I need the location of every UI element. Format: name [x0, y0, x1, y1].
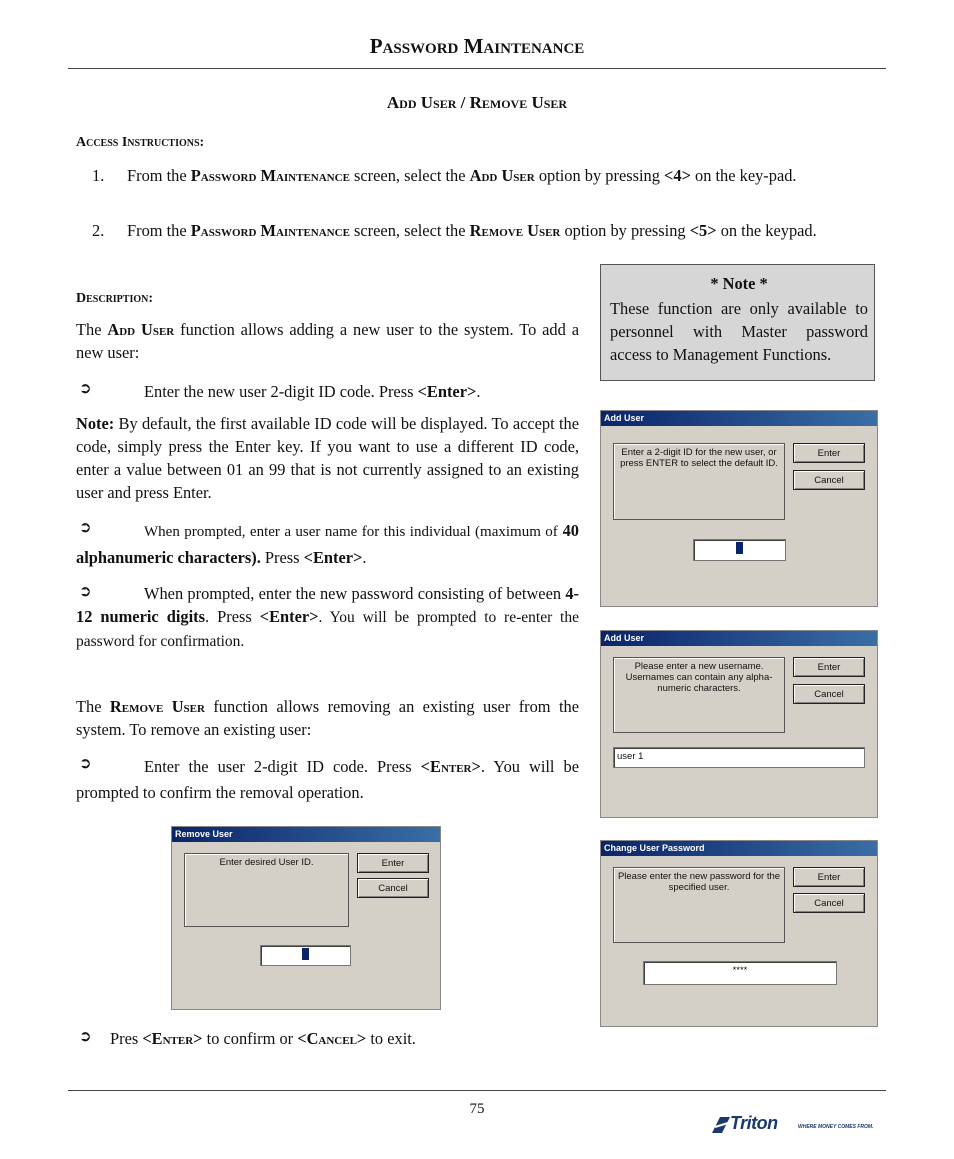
- step-1-number: 1.: [92, 166, 105, 185]
- bullet-1-text: Enter the new user 2-digit ID code. Press: [144, 382, 414, 401]
- bullet-3-text: When prompted, enter the new password consisting of between: [144, 584, 562, 603]
- bullet-2-end: .: [362, 548, 367, 567]
- step-2-text-mid: screen, select the: [354, 221, 466, 240]
- bullet-5-mid: to confirm or: [206, 1029, 294, 1048]
- change-password-dialog-title: Change User Password: [601, 841, 877, 856]
- username-input[interactable]: user 1: [613, 747, 865, 768]
- bullet-2-mid: Press: [264, 548, 300, 567]
- page-header-title: Password Maintenance: [369, 34, 585, 58]
- bullet-4-end: . You will be prompted to confirm the removal operation.: [76, 757, 579, 802]
- remove-user-id-input[interactable]: [260, 945, 351, 966]
- default-id-note: [76, 412, 579, 504]
- step-1-text-end: on the key-pad.: [695, 166, 797, 185]
- logo-tagline: WHERE MONEY COMES FROM.: [798, 1124, 874, 1130]
- bullet-3-mid: . Press: [204, 607, 252, 626]
- bullet-5-key-cancel: <Cancel>: [297, 1029, 367, 1048]
- bullet-4-key: <Enter>: [420, 757, 481, 776]
- bullet-remove-id: [76, 754, 579, 806]
- section-title: Add User / Remove User: [386, 93, 568, 112]
- arrow-icon: ➲: [79, 518, 92, 536]
- add-username-dialog: [600, 630, 878, 818]
- user-id-input[interactable]: [693, 539, 786, 561]
- arrow-icon: ➲: [79, 582, 92, 600]
- remove-intro-post: function allows removing an existing user from the system. To remove an existing user:: [76, 697, 579, 739]
- step-1: [92, 164, 877, 187]
- bullet-2-text: When prompted, enter a user name for this individual (maximum of: [144, 524, 558, 540]
- bullet-enter-username: [76, 518, 579, 571]
- add-user-dialog-title: Add User: [601, 411, 877, 426]
- step-2-text-post: option by pressing: [564, 221, 686, 240]
- bullet-3-end: . You will be prompted to re-enter the password for confirmation.: [76, 609, 579, 650]
- text-cursor: [736, 542, 743, 554]
- cancel-button[interactable]: Cancel: [357, 878, 429, 898]
- enter-button[interactable]: Enter: [793, 867, 865, 887]
- bullet-2-key: <Enter>: [303, 548, 363, 567]
- remove-user-dialog: [171, 826, 441, 1010]
- bullet-enter-password: [76, 582, 579, 653]
- change-password-dialog-message: Please enter the new password for the specified user.: [613, 867, 785, 943]
- step-1-text-post: option by pressing: [538, 166, 660, 185]
- header-rule: [68, 68, 886, 69]
- step-1-screen: Password Maintenance: [190, 166, 350, 185]
- cancel-button[interactable]: Cancel: [793, 893, 865, 913]
- step-1-key: <4>: [664, 166, 691, 185]
- intro-text-post: function allows adding a new user to the system. To add a new user:: [76, 320, 579, 362]
- description-heading: Description:: [76, 291, 154, 306]
- note-label: Note:: [76, 414, 115, 433]
- cancel-button[interactable]: Cancel: [793, 684, 865, 704]
- bullet-4-text: Enter the user 2-digit ID code. Press: [144, 757, 412, 776]
- step-1-text: From the: [127, 166, 187, 185]
- note-box: [600, 264, 875, 381]
- arrow-icon: ➲: [79, 379, 92, 397]
- remove-user-dialog-title: Remove User: [172, 827, 440, 842]
- logo-wordmark: Triton: [730, 1113, 778, 1133]
- bullet-5-text: Pres: [110, 1029, 139, 1048]
- bullet-1-end: .: [476, 382, 481, 401]
- step-1-option: Add User: [469, 166, 535, 185]
- step-2-text: From the: [127, 221, 187, 240]
- intro-function: Add User: [107, 320, 175, 339]
- add-user-dialog: [600, 410, 878, 607]
- access-heading: Access Instructions:: [76, 135, 205, 150]
- arrow-icon: ➲: [79, 754, 92, 772]
- step-2-option: Remove User: [469, 221, 561, 240]
- bullet-2-bold: 40 alphanumeric characters).: [76, 521, 579, 567]
- footer-rule: [68, 1090, 886, 1091]
- remove-intro-text: The: [76, 697, 102, 716]
- remove-user-dialog-message: Enter desired User ID.: [184, 853, 349, 927]
- step-2: [92, 219, 877, 242]
- step-2-text-end: on the keypad.: [720, 221, 817, 240]
- add-username-dialog-message: Please enter a new username. Usernames can contain any alpha-numeric characters.: [613, 657, 785, 733]
- add-user-dialog-message: Enter a 2-digit ID for the new user, or press ENTER to select the default ID.: [613, 443, 785, 520]
- intro-text: The: [76, 320, 102, 339]
- page-number: 75: [469, 1101, 485, 1117]
- remove-intro-function: Remove User: [109, 697, 205, 716]
- add-username-dialog-title: Add User: [601, 631, 877, 646]
- note-box-title: * Note *: [710, 274, 768, 293]
- add-user-intro: [76, 318, 579, 364]
- enter-button[interactable]: Enter: [793, 657, 865, 677]
- bullet-1-key: <Enter>: [417, 382, 477, 401]
- change-password-dialog: [600, 840, 878, 1027]
- bullet-enter-id: [144, 380, 480, 403]
- triton-logo: [710, 1113, 885, 1137]
- step-2-screen: Password Maintenance: [190, 221, 350, 240]
- bullet-5-end: to exit.: [370, 1029, 416, 1048]
- step-2-number: 2.: [92, 221, 105, 240]
- enter-button[interactable]: Enter: [357, 853, 429, 873]
- triton-swoosh-icon: [710, 1115, 732, 1135]
- step-2-key: <5>: [689, 221, 717, 240]
- arrow-icon: ➲: [79, 1027, 92, 1045]
- remove-user-intro: [76, 695, 579, 741]
- note-text: By default, the first available ID code will be displayed. To accept the code, simply press the Enter key. If you want to use a different ID code, enter a value between 01 an 99 that is not currently assigned to an existing user and press Enter.: [76, 414, 579, 502]
- bullet-3-key: <Enter>: [259, 607, 319, 626]
- bullet-5-key-enter: <Enter>: [142, 1029, 203, 1048]
- note-box-text: These function are only available to personnel with Master password access to Management Functions.: [610, 299, 868, 364]
- enter-button[interactable]: Enter: [793, 443, 865, 463]
- bullet-confirm: [110, 1027, 416, 1050]
- password-input[interactable]: ****: [643, 961, 837, 985]
- step-1-text-mid: screen, select the: [354, 166, 466, 185]
- bullet-3-bold: 4-12 numeric digits: [76, 584, 579, 626]
- text-cursor: [302, 948, 309, 960]
- cancel-button[interactable]: Cancel: [793, 470, 865, 490]
